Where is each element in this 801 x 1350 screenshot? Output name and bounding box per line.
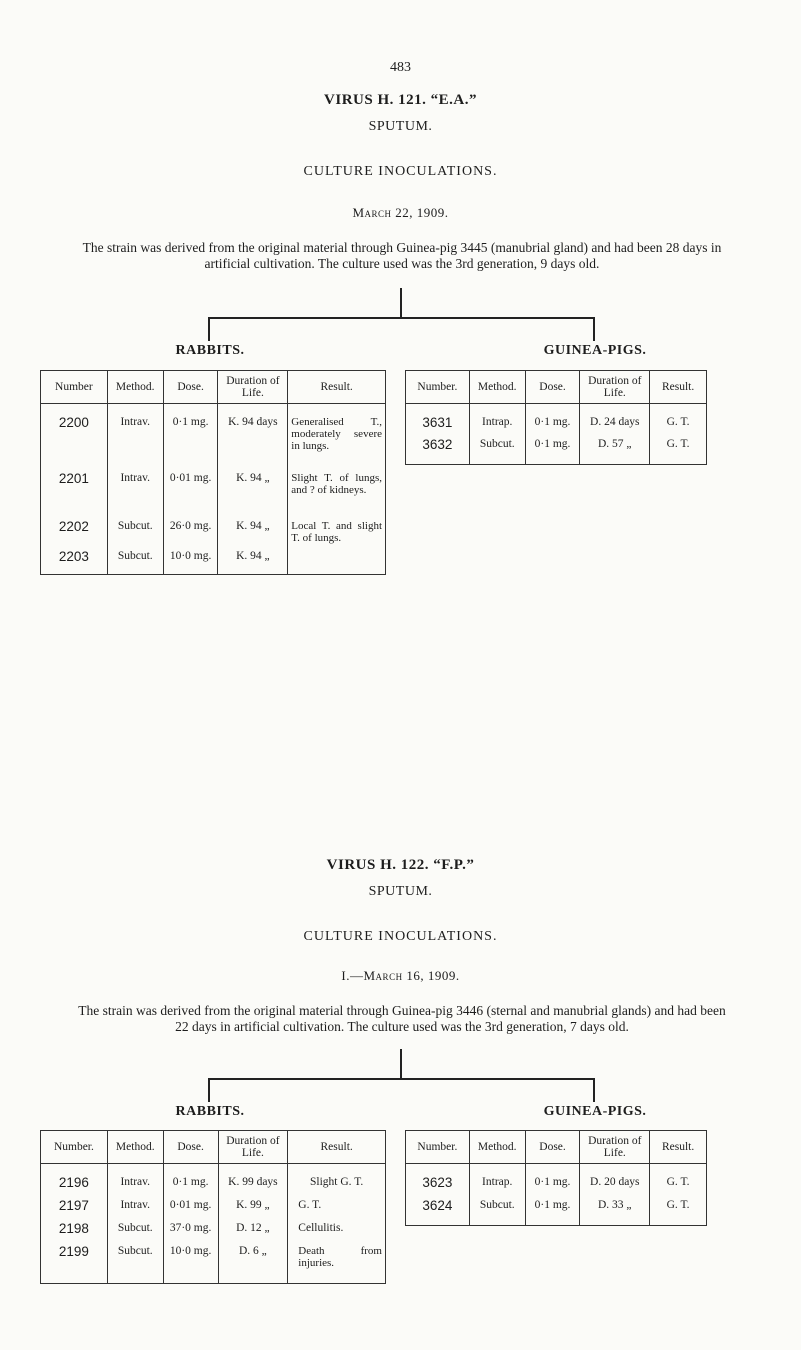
- table-header-row: [406, 1131, 707, 1164]
- method-cell: Subcut.: [107, 1220, 163, 1243]
- table-header-row: [41, 1131, 386, 1164]
- duration-cell: D. 6 „: [218, 1243, 288, 1283]
- dose-cell: 0·1 mg.: [163, 1174, 218, 1197]
- virus-title: VIRUS H. 122. “F.P.”: [326, 857, 475, 873]
- result-cell: Death from injuries.: [288, 1243, 386, 1283]
- column-header: Duration of Life.: [580, 371, 650, 404]
- animal-number: 2199: [41, 1243, 108, 1283]
- guinea-pigs-label: GUINEA-PIGS.: [543, 1104, 647, 1119]
- method-cell: Subcut.: [469, 1197, 525, 1225]
- column-header: Dose.: [525, 1131, 580, 1164]
- strain-description: The strain was derived from the original material through Guinea-pig 3445 (manubrial gland) and had been 28 days in artificial cultivation. The culture used was the 3rd generation, 9 days old.: [82, 240, 722, 271]
- method-cell: Subcut.: [107, 1243, 163, 1283]
- table-row: [406, 436, 707, 464]
- dose-cell: 0·1 mg.: [525, 1174, 580, 1197]
- animal-number: 3624: [406, 1197, 470, 1225]
- method-cell: Subcut.: [107, 548, 163, 574]
- table-row: [41, 1243, 386, 1283]
- dose-cell: 0·01 mg.: [163, 470, 218, 518]
- strain-description: The strain was derived from the original material through Guinea-pig 3446 (sternal and manubrial glands) and had been 22 days in artificial cultivation. The culture used was the 3rd generation, 7 days old.: [78, 1003, 726, 1034]
- bracket-left-leg: [208, 317, 210, 341]
- duration-cell: K. 94 „: [218, 548, 288, 574]
- rabbits-table: [40, 1130, 386, 1284]
- animal-number: 2203: [41, 548, 108, 574]
- table-row: [41, 470, 386, 518]
- dose-cell: 0·1 mg.: [525, 436, 580, 464]
- duration-cell: D. 24 days: [580, 414, 650, 436]
- result-cell: Slight G. T.: [288, 1174, 386, 1197]
- column-header: Dose.: [525, 371, 580, 404]
- table-row: [41, 414, 386, 470]
- animal-number: 2202: [41, 518, 108, 548]
- duration-cell: K. 99 „: [218, 1197, 288, 1220]
- animal-number: 2196: [41, 1174, 108, 1197]
- result-cell: Slight T. of lungs, and ? of kidneys.: [288, 470, 386, 518]
- duration-cell: D. 20 days: [580, 1174, 650, 1197]
- dose-cell: 0·1 mg.: [525, 414, 580, 436]
- column-header: Method.: [469, 1131, 525, 1164]
- column-header: Result.: [288, 371, 386, 404]
- result-cell: G. T.: [650, 436, 707, 464]
- duration-cell: K. 99 days: [218, 1174, 288, 1197]
- guinea-pigs-table: [405, 370, 707, 465]
- table-row: [406, 1197, 707, 1225]
- column-header: Number.: [406, 371, 470, 404]
- column-header: Duration of Life.: [218, 1131, 288, 1164]
- inoculations-heading: CULTURE INOCULATIONS.: [303, 164, 498, 179]
- method-cell: Subcut.: [107, 518, 163, 548]
- table-row: [406, 414, 707, 436]
- duration-cell: K. 94 „: [218, 470, 288, 518]
- table-row: [406, 1174, 707, 1197]
- guinea-pigs-label: GUINEA-PIGS.: [543, 343, 647, 358]
- method-cell: Intrap.: [469, 1174, 525, 1197]
- method-cell: Intrav.: [107, 414, 163, 470]
- virus-title: VIRUS H. 121. “E.A.”: [324, 92, 477, 108]
- duration-cell: D. 12 „: [218, 1220, 288, 1243]
- column-header: Result.: [288, 1131, 386, 1164]
- dose-cell: 37·0 mg.: [163, 1220, 218, 1243]
- dose-cell: 0·1 mg.: [163, 414, 218, 470]
- column-header: Number: [41, 371, 108, 404]
- method-cell: Intrav.: [107, 470, 163, 518]
- bracket-right-leg: [593, 317, 595, 341]
- animal-number: 2198: [41, 1220, 108, 1243]
- column-header: Result.: [650, 371, 707, 404]
- animal-number: 2200: [41, 414, 108, 470]
- bracket-bar: [208, 317, 595, 319]
- bracket-stem: [400, 1049, 402, 1079]
- column-header: Number.: [406, 1131, 470, 1164]
- rabbits-table: [40, 370, 386, 575]
- bracket-right-leg: [593, 1078, 595, 1102]
- column-header: Method.: [107, 371, 163, 404]
- bracket-stem: [400, 288, 402, 318]
- duration-cell: D. 33 „: [580, 1197, 650, 1225]
- table-row: [41, 518, 386, 548]
- animal-number: 3623: [406, 1174, 470, 1197]
- dose-cell: 26·0 mg.: [163, 518, 218, 548]
- table-row: [41, 1220, 386, 1243]
- guinea-pigs-table: [405, 1130, 707, 1226]
- column-header: Method.: [107, 1131, 163, 1164]
- column-header: Duration of Life.: [218, 371, 288, 404]
- column-header: Result.: [650, 1131, 707, 1164]
- rabbits-label: RABBITS.: [175, 343, 245, 358]
- column-header: Duration of Life.: [580, 1131, 650, 1164]
- table-header-row: [41, 371, 386, 404]
- source-heading: SPUTUM.: [368, 119, 433, 134]
- column-header: Dose.: [163, 371, 218, 404]
- animal-number: 2197: [41, 1197, 108, 1220]
- method-cell: Intrap.: [469, 414, 525, 436]
- dose-cell: 0·01 mg.: [163, 1197, 218, 1220]
- animal-number: 2201: [41, 470, 108, 518]
- duration-cell: K. 94 days: [218, 414, 288, 470]
- experiment-date: March 22, 1909.: [352, 205, 449, 220]
- result-cell: G. T.: [650, 1197, 707, 1225]
- bracket-left-leg: [208, 1078, 210, 1102]
- table-header-row: [406, 371, 707, 404]
- method-cell: Subcut.: [469, 436, 525, 464]
- source-heading: SPUTUM.: [368, 884, 433, 899]
- rabbits-label: RABBITS.: [175, 1104, 245, 1119]
- bracket-bar: [208, 1078, 595, 1080]
- dose-cell: 10·0 mg.: [163, 548, 218, 574]
- inoculations-heading: CULTURE INOCULATIONS.: [303, 929, 498, 944]
- dose-cell: 10·0 mg.: [163, 1243, 218, 1283]
- column-header: Dose.: [163, 1131, 218, 1164]
- table-row: [41, 1197, 386, 1220]
- result-cell: Cellulitis.: [288, 1220, 386, 1243]
- dose-cell: 0·1 mg.: [525, 1197, 580, 1225]
- animal-number: 3632: [406, 436, 470, 464]
- result-cell: G. T.: [288, 1197, 386, 1220]
- duration-cell: D. 57 „: [580, 436, 650, 464]
- column-header: Method.: [469, 371, 525, 404]
- result-cell: G. T.: [650, 1174, 707, 1197]
- animal-number: 3631: [406, 414, 470, 436]
- result-cell: Local T. and slight T. of lungs.: [288, 518, 386, 574]
- experiment-date: I.—March 16, 1909.: [341, 968, 460, 983]
- page-number: 483: [390, 60, 411, 75]
- result-cell: Generalised T., moderately severe in lungs.: [288, 414, 386, 470]
- duration-cell: K. 94 „: [218, 518, 288, 548]
- method-cell: Intrav.: [107, 1197, 163, 1220]
- method-cell: Intrav.: [107, 1174, 163, 1197]
- table-row: [41, 1174, 386, 1197]
- column-header: Number.: [41, 1131, 108, 1164]
- result-cell: G. T.: [650, 414, 707, 436]
